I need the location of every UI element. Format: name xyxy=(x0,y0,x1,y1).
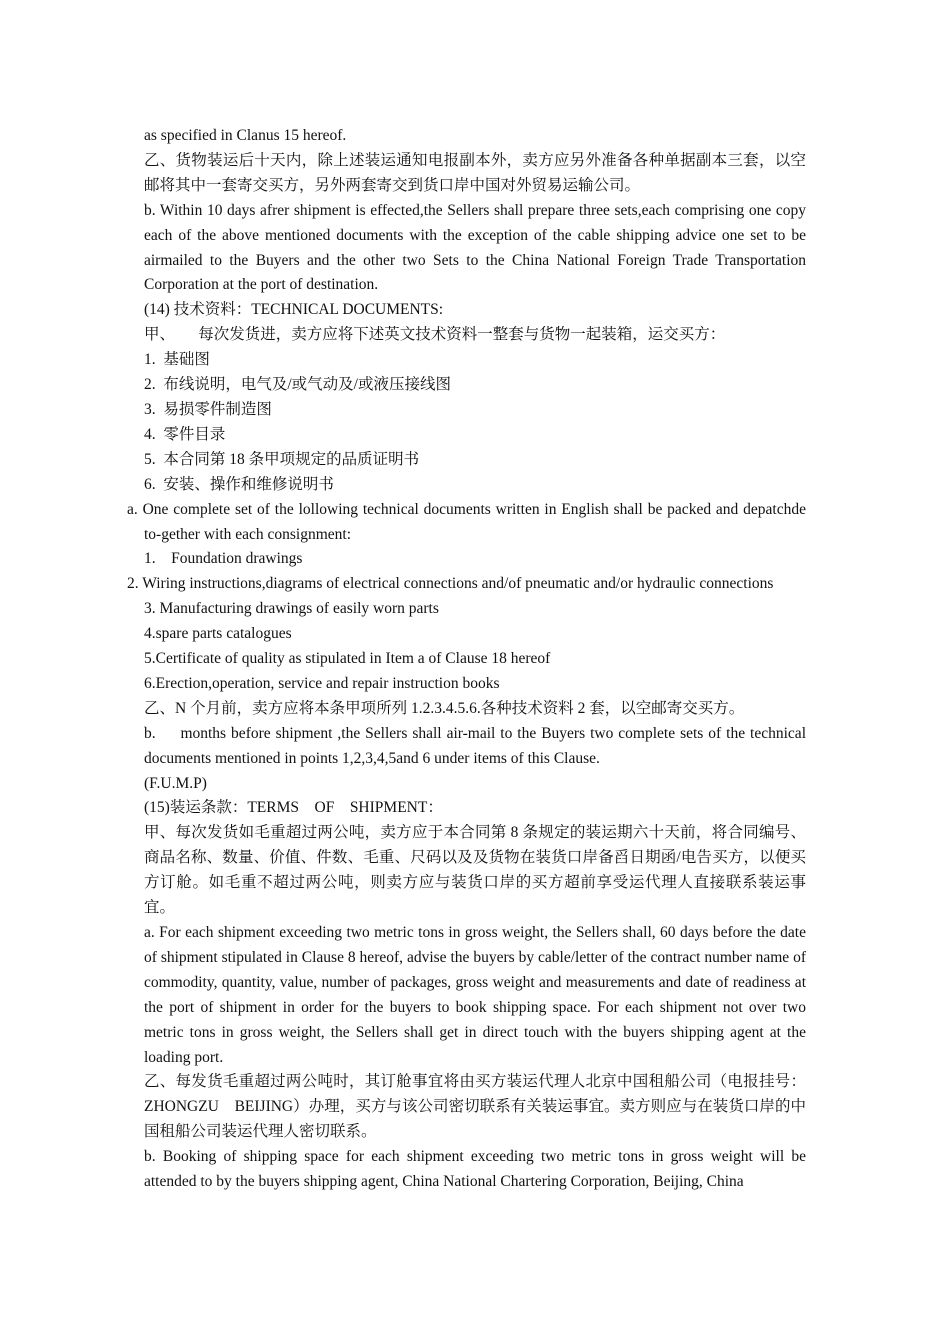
list-item: 1. Foundation drawings xyxy=(144,550,303,568)
section-heading: (14) 技术资料：TECHNICAL DOCUMENTS: xyxy=(144,301,444,319)
list-item: 2. Wiring instructions,diagrams of electrical connections and/of pneumatic and/or hydraulic connections xyxy=(127,575,774,593)
paragraph: 乙、每发货毛重超过两公吨时，其订舱事宜将由买方装运代理人北京中国租船公司（电报挂号：ZHONGZU BEIJING）办理，买方与该公司密切联系有关装运事宜。卖方则应与在装货口岸的中国租船公司装运代理人密切联系。 xyxy=(144,1073,806,1141)
paragraph: 乙、货物装运后十天内，除上述装运通知电报副本外，卖方应另外准备各种单据副本三套，以空邮将其中一套寄交买方，另外两套寄交到货口岸中国对外贸易运输公司。 xyxy=(144,151,806,194)
list-item: 3. Manufacturing drawings of easily worn parts xyxy=(144,600,439,618)
list-item: 4. 零件目录 xyxy=(144,425,226,443)
list-item: 6. 安装、操作和维修说明书 xyxy=(144,475,334,493)
paragraph: a. One complete set of the lollowing technical documents written in English shall be packed and depatchde to-gether with each consignment: xyxy=(127,500,806,543)
paragraph: 甲、 每次发货进，卖方应将下述英文技术资料一整套与货物一起装箱，运交买方： xyxy=(144,326,726,344)
section-heading: (15)装运条款：TERMS OF SHIPMENT： xyxy=(144,799,443,817)
paragraph: 甲、每次发货如毛重超过两公吨，卖方应于本合同第 8 条规定的装运期六十天前，将合同编号、商品名称、数量、价值、件数、毛重、尺码以及及货物在装货口岸备舀日期函/电告买方，以便买方订舱。如毛重不超过两公吨，则卖方应与装货口岸的买方超前享受运代理人直接联系装运事宜。 xyxy=(144,824,806,917)
paragraph: b. Within 10 days afrer shipment is effected,the Sellers shall prepare three sets,each comprising one copy each of the above mentioned documents with the exception of the cable shipping advice one set to be airmailed to the Buyers and the other two Sets to the China National Foreign Trade Transportation Corporation at the port of destination. xyxy=(144,201,806,294)
list-item: 4.spare parts catalogues xyxy=(144,625,292,643)
list-item: 6.Erection,operation, service and repair instruction books xyxy=(144,674,500,692)
list-item: 5. 本合同第 18 条甲项规定的品质证明书 xyxy=(144,450,420,468)
paragraph: b. Booking of shipping space for each shipment exceeding two metric tons in gross weight will be attended to by the buyers shipping agent, China National Chartering Corporation, Beijing, China xyxy=(144,1148,806,1191)
paragraph: a. For each shipment exceeding two metric tons in gross weight, the Sellers shall, 60 days before the date of shipment stipulated in Clause 8 hereof, advise the buyers by cable/letter of the contract number name of commodity, quantity, value, number of packages, gross weight and measurements and date of readiness at the port of shipment in order for the buyers to book shipping space. For each shipment not over two metric tons in gross weight, the Sellers shall get in direct touch with the buyers shipping agent at the loading port. xyxy=(144,924,806,1066)
list-item: 1. 基础图 xyxy=(144,351,210,369)
list-item: 3. 易损零件制造图 xyxy=(144,400,272,418)
list-item: 2. 布线说明，电气及/或气动及/或液压接线图 xyxy=(144,376,451,394)
centered-note: (F.U.M.P) xyxy=(144,774,207,792)
paragraph: b. months before shipment ,the Sellers shall air-mail to the Buyers two complete sets of the technical documents mentioned in points 1,2,3,4,5and 6 under items of this Clause. xyxy=(144,724,810,767)
document-page xyxy=(127,124,810,1195)
paragraph: as specified in Clanus 15 hereof. xyxy=(144,127,347,144)
list-item: 5.Certificate of quality as stipulated in Item a of Clause 18 hereof xyxy=(144,650,551,668)
paragraph: 乙、N 个月前，卖方应将本条甲项所列 1.2.3.4.5.6.各种技术资料 2 套，以空邮寄交买方。 xyxy=(144,699,745,717)
